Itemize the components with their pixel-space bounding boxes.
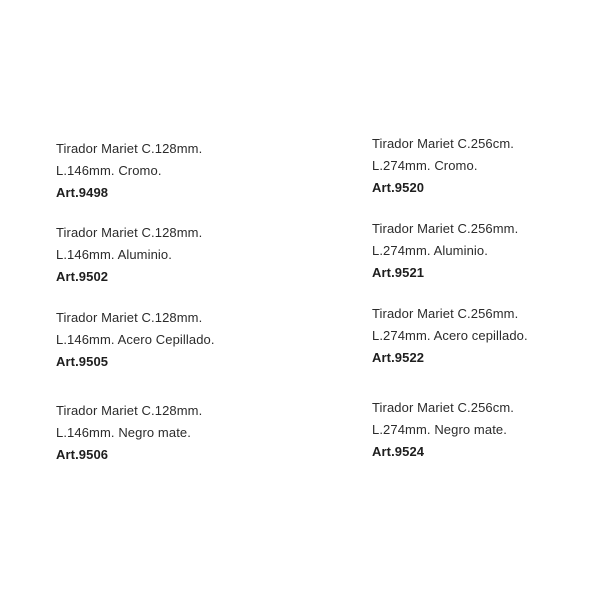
product-spec: L.274mm. Negro mate. (372, 422, 507, 437)
product-entry-9521 (372, 218, 592, 284)
product-spec: L.274mm. Cromo. (372, 158, 478, 173)
product-name: Tirador Mariet C.256mm. (372, 306, 519, 321)
product-spec: L.146mm. Negro mate. (56, 425, 191, 440)
product-article-number: Art.9502 (56, 269, 109, 284)
product-spec: L.146mm. Acero Cepillado. (56, 332, 215, 347)
product-name: Tirador Mariet C.128mm. (56, 141, 203, 156)
product-name: Tirador Mariet C.128mm. (56, 403, 203, 418)
product-article-number: Art.9522 (372, 350, 425, 365)
product-spec: L.274mm. Aluminio. (372, 243, 488, 258)
product-article-number: Art.9498 (56, 185, 109, 200)
product-name: Tirador Mariet C.128mm. (56, 310, 203, 325)
product-article-number: Art.9521 (372, 265, 425, 280)
product-spec: L.146mm. Cromo. (56, 163, 162, 178)
product-entry-9502 (56, 222, 276, 288)
product-spec: L.274mm. Acero cepillado. (372, 328, 528, 343)
product-article-number: Art.9505 (56, 354, 109, 369)
product-article-number: Art.9520 (372, 180, 425, 195)
product-article-number: Art.9506 (56, 447, 109, 462)
product-entry-9522 (372, 303, 592, 369)
product-entry-9524 (372, 397, 592, 463)
product-article-number: Art.9524 (372, 444, 425, 459)
product-entry-9498 (56, 138, 276, 204)
product-entry-9505 (56, 307, 276, 373)
product-entry-9506 (56, 400, 276, 466)
product-name: Tirador Mariet C.256mm. (372, 221, 519, 236)
product-name: Tirador Mariet C.256cm. (372, 136, 514, 151)
product-name: Tirador Mariet C.128mm. (56, 225, 203, 240)
product-spec: L.146mm. Aluminio. (56, 247, 172, 262)
product-name: Tirador Mariet C.256cm. (372, 400, 514, 415)
product-entry-9520 (372, 133, 592, 199)
